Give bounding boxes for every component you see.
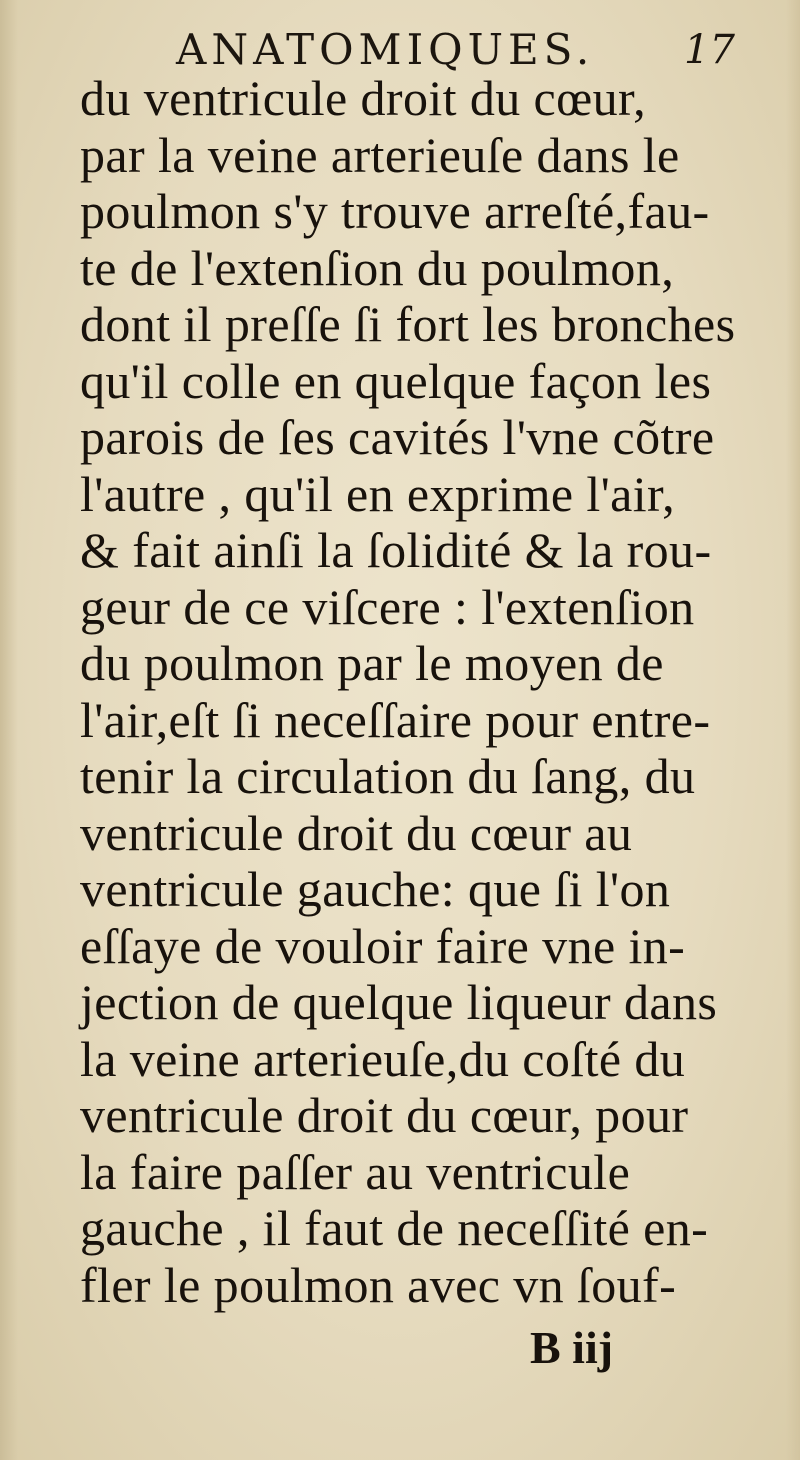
text-line: parois de ſes cavités l'vne cõtre <box>80 409 715 465</box>
text-line: du ventricule droit du cœur, <box>80 70 646 126</box>
text-line: geur de ce viſcere : l'extenſion <box>80 578 695 635</box>
text-line: fler le poulmon avec vn ſouf- <box>80 1256 677 1313</box>
running-title: ANATOMIQUES. <box>176 25 595 74</box>
text-line: te de l'extenſion du poulmon, <box>80 239 675 296</box>
text-line: jection de quelque liqueur dans <box>80 974 718 1030</box>
text-line: la veine arterieuſe,du coſté du <box>80 1030 686 1087</box>
text-line: tenir la circulation du ſang, du <box>80 748 696 804</box>
text-line: par la veine arterieuſe dans le <box>80 126 680 183</box>
text-line: poulmon s'y trouve arreſté,fau- <box>80 183 710 239</box>
page-number: 17 <box>684 27 735 73</box>
text-line: ventricule droit du cœur au <box>80 804 633 861</box>
text-line: la faire paſſer au ventricule <box>80 1143 631 1200</box>
text-line: eſſaye de vouloir faire vne in- <box>80 917 686 974</box>
text-line: & fait ainſi la ſolidité & la rou- <box>80 522 712 578</box>
text-line: dont il preſſe ſi fort les bronches <box>80 296 736 352</box>
page-edge-shadow-left <box>0 0 18 1460</box>
text-line: ventricule droit du cœur, pour <box>80 1087 689 1143</box>
text-line: du poulmon par le moyen de <box>80 635 664 691</box>
text-line: ventricule gauche: que ſi l'on <box>80 861 671 917</box>
text-line: qu'il colle en quelque façon les <box>80 352 712 409</box>
body-text <box>80 70 770 1313</box>
signature-mark: B iij <box>530 1322 614 1373</box>
page-edge-shadow-right <box>786 0 800 1460</box>
text-line: l'air,eſt ſi neceſſaire pour entre- <box>80 691 711 748</box>
text-line: l'autre , qu'il en exprime l'air, <box>80 465 675 522</box>
text-line: gauche , il faut de neceſſité en- <box>80 1200 709 1256</box>
